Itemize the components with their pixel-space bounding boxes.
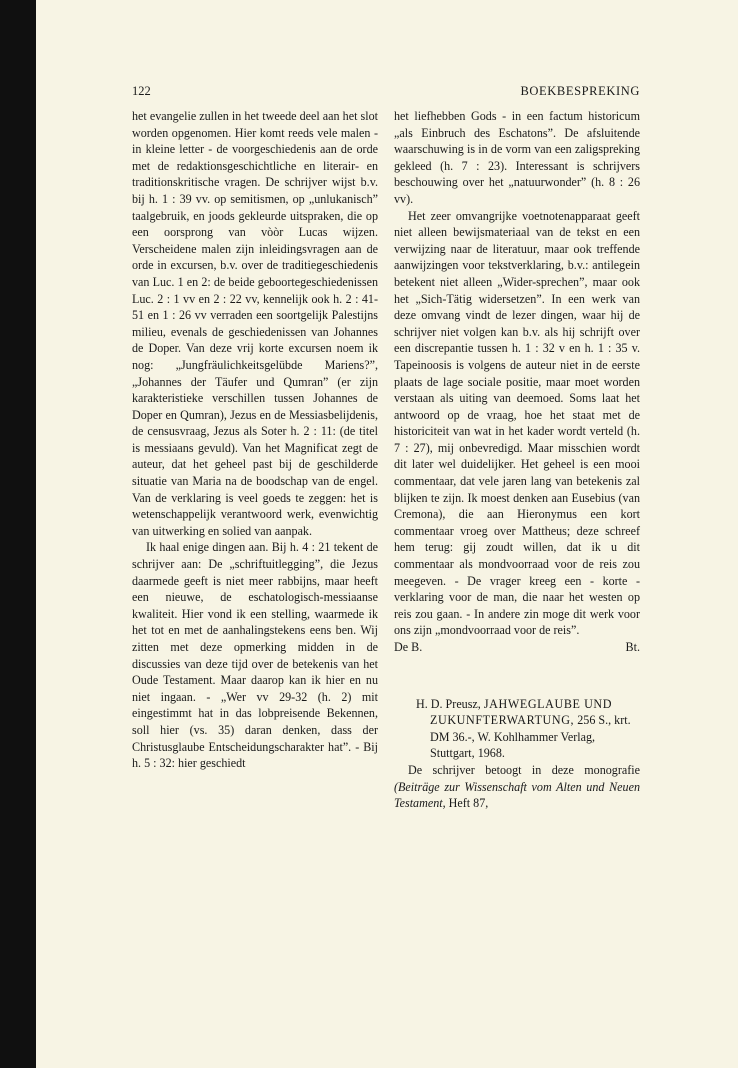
book-details: 256 S., krt. DM 36.-, W. Kohlhammer Verlag, Stuttgart, 1968. bbox=[430, 713, 631, 761]
book-reference bbox=[416, 696, 640, 762]
series-title: (Beiträge zur Wissenschaft vom Alten und Neuen Testament, bbox=[394, 779, 640, 811]
right-column bbox=[394, 108, 640, 812]
p3-end: Heft 87, bbox=[448, 796, 489, 811]
review-signature bbox=[394, 639, 640, 656]
page-header bbox=[132, 84, 640, 100]
left-paragraph-1: het evangelie zullen in het tweede deel aan het slot worden opgenomen. Hier komt reeds vele malen - in kleine letter - de voorgeschiedenis aan de orde met de redaktionsgeschichtliche en literair- en traditionskritische vragen. De schrijver wijst b.v. bij h. 1 : 39 vv. op semitismen, op „unlukanisch” taalgebruik, en joods gekleurde uitspraken, die op een oorsprong van vòòr Lucas wijzen. Verscheidene malen zijn inleidingsvragen aan de orde in excursen, b.v. over de traditiegeschiedenis van Luc. 1 en 2: de beide geboortegeschiedenissen Luc. 2 : 1 vv en 2 : 22 vv, kennelijk ook h. 2 : 41-51 en 1 : 26 vv verraden een soortgelijk Palestijns milieu, evenals de geschiedenissen van Johannes de Doper. Van deze vrij korte excursen noem ik nog: „Jungfräulichkeitsgelübde Mariens?”, „Johannes der Täufer und Qumran” (er zijn karakteristieke verschillen tussen Johannes de Doper en Qumran), Jezus en de Messiasbelijdenis, de censusvraag, Jezus als Soter h. 2 : 11: (de titel is messiaans gevuld). Van het Magnificat zegt de auteur, dat het geheel past bij de geschilderde situatie van Maria na de boodschap van de engel. Van de verklaring is veel goeds te zeggen: het is wetenschappelijk verantwoord werk, evenwichtig van uitwerking en solied van aanpak. bbox=[132, 109, 378, 538]
book-title: JAHWEGLAUBE UND ZUKUNFTERWARTUNG, bbox=[430, 696, 613, 728]
running-head: BOEKBESPREKING bbox=[520, 84, 640, 98]
page-number: 122 bbox=[132, 84, 151, 98]
right-paragraph-2: Het zeer omvangrijke voetnotenapparaat geeft niet alleen bewijsmateriaal van de tekst en een verwijzing naar de literatuur, maar ook treffende aanwijzingen voor tekstverklaring, b.v.: antilegein betekent niet alleen „Wider-sprechen”, maar ook het „Sich-Tätig widersetzen”. In een werk van deze omvang vindt de lezer dingen, waar hij de schrijver niet volgen kan b.v. als hij schrijft over een discrepantie tussen h. 1 : 32 v en h. 1 : 35 v. Tapeinoosis is volgens de auteur niet in de eerste plaats de lage sociale positie, maar moet worden verstaan als uiting van deemoed. Soms laat het antwoord op de vraag, hoe het staat met de historiciteit van wat in het kader wordt verteld (h. 7 : 27), mij onbevredigd. Maar misschien wordt dit later wel duidelijker. Het geheel is een mooi commentaar, dat vele jaren lang van betekenis zal blijken te zijn. Ik moest denken aan Eusebius (van Cremona), die aan Hieronymus een kort commentaar vroeg over Mattheus; deze schreef hem terug: gij zoudt willen, dat ik u dit commentaar als mondvoorraad voor de reis zou meegeven. - De vrager kreeg een - korte - verklaring voor de man, die naar het westen op reis zou gaan. - In andere zin moge dit werk voor ons zijn „mondvoorraad voor de reis”. bbox=[394, 208, 640, 638]
book-author: H. D. Preusz, bbox=[416, 696, 481, 711]
right-paragraph-3 bbox=[394, 762, 640, 812]
left-paragraph-2: Ik haal enige dingen aan. Bij h. 4 : 21 tekent de schrijver aan: De „schriftuitlegging”, die Jezus daarmede geeft is niet meer rabbijns, maar heeft een nieuwe, de eschatologisch-messiaanse kwaliteit. Hier vond ik een stelling, waarmede ik het tot en met de aanhalingstekens eens ben. Wij zitten met deze opmerking midden in de discussies van deze tijd over de betekenis van het Oude Testament. Maar daarop kan ik hier en nu niet ingaan. - „Wer vv 29-32 (h. 2) mit eingestimmt hat in das lobpreisende Bekennen, soll hier (vs. 35) daran denken, dass der Christusglaube Entscheidungscharakter hat”. - Bij h. 5 : 32: hier geschiedt bbox=[132, 540, 378, 771]
scan-edge bbox=[0, 0, 36, 1068]
p3-start: De schrijver betoogt in deze monografie bbox=[408, 762, 640, 777]
left-column bbox=[132, 108, 378, 772]
signature-left: De B. bbox=[394, 640, 423, 654]
signature-right: Bt. bbox=[625, 640, 640, 654]
right-paragraph-1: het liefhebben Gods - in een factum historicum „als Einbruch des Eschatons”. De afsluitende waarschuwing is in de vorm van een zaligspreking gekleed (h. 7 : 23). Interessant is schrijvers beschouwing over het „natuurwonder” (h. 8 : 26 vv). bbox=[394, 109, 640, 206]
